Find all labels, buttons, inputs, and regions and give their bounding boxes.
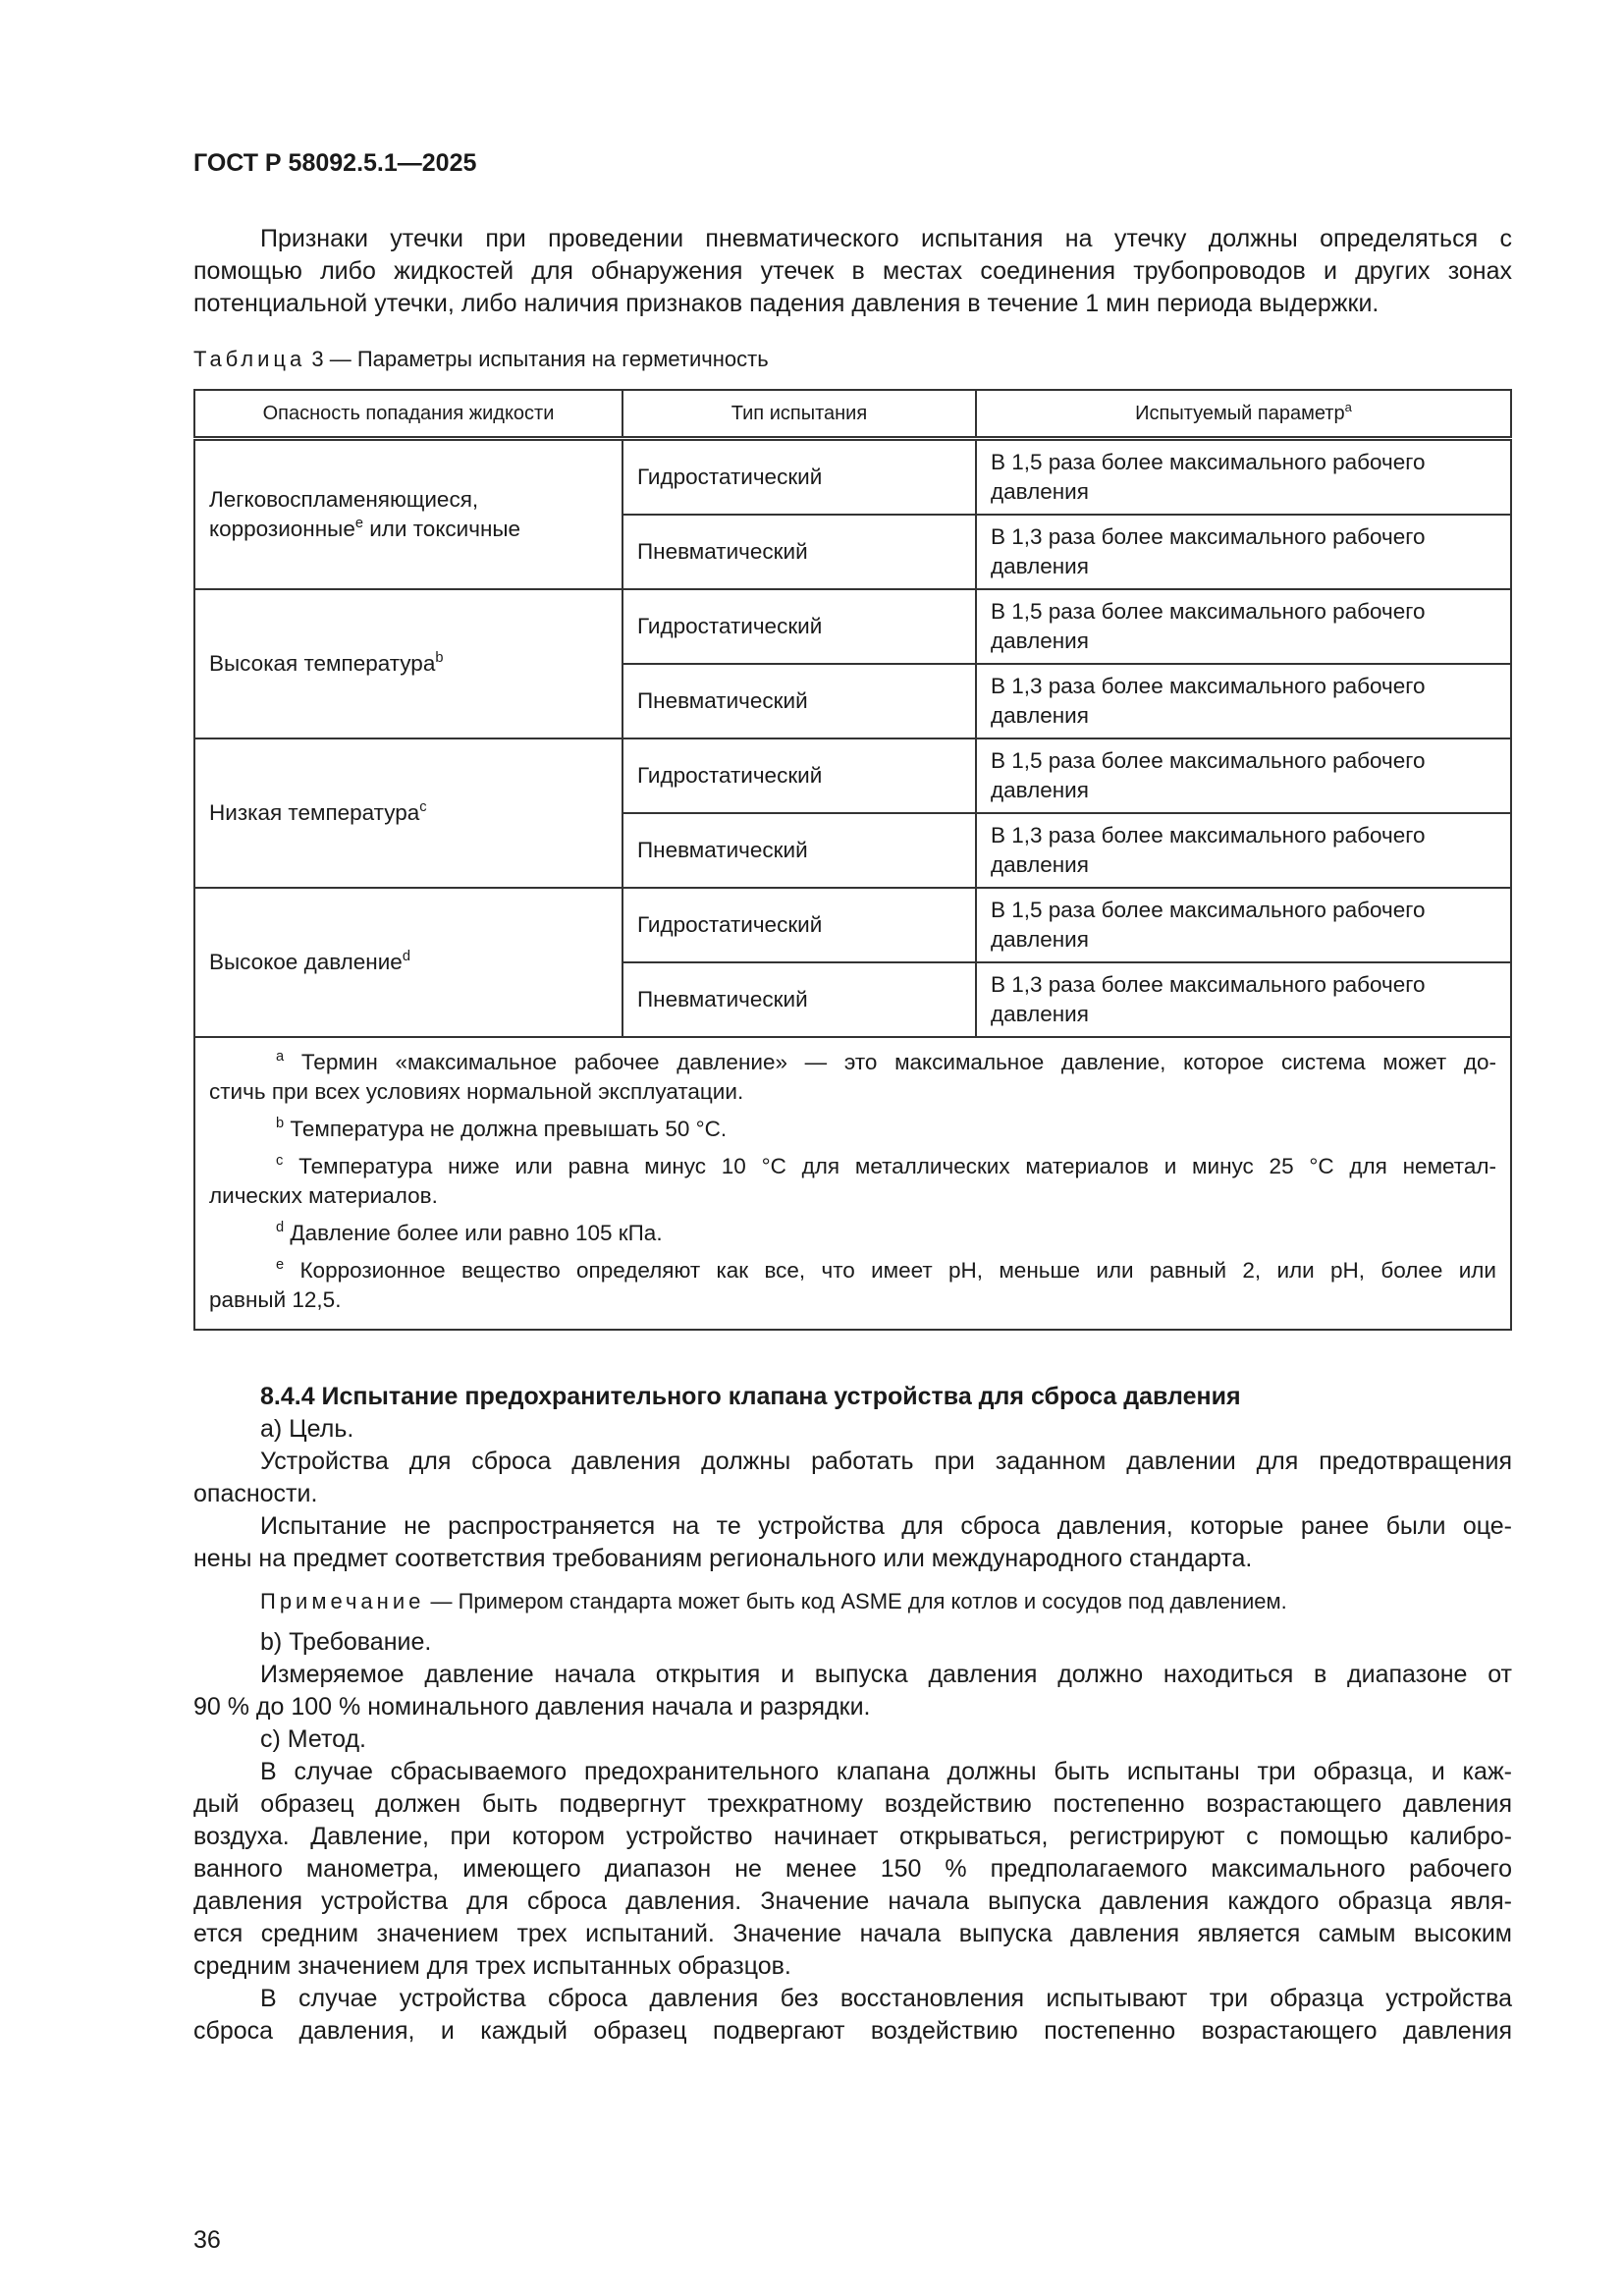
paragraph-line: Испытание не распространяется на те устройства для сброса давления, которые ранее были оце-	[260, 1512, 1512, 1540]
paragraph-line: Измеряемое давление начала открытия и выпуска давления должно находиться в диапазоне от	[260, 1661, 1512, 1688]
paragraph-line: В случае устройства сброса давления без восстановления испытывают три образца устройства	[260, 1985, 1512, 2012]
test-type-cell: Пневматический	[622, 664, 976, 738]
header-hazard: Опасность попадания жидкости	[194, 390, 622, 439]
subitem-label: а) Цель.	[260, 1415, 354, 1443]
table-footnotes	[194, 1037, 1511, 1330]
intro-line: помощью либо жидкостей для обнаружения утечек в местах соединения трубопроводов и других зонах	[193, 257, 1512, 285]
parameter-cell: В 1,3 раза более максимального рабочего давления	[976, 664, 1511, 738]
subitem-label: b) Требование.	[260, 1628, 432, 1656]
intro-paragraph	[193, 223, 1512, 320]
table-row	[194, 589, 1511, 664]
test-type-cell: Пневматический	[622, 962, 976, 1037]
table-row	[194, 738, 1511, 813]
parameter-cell: В 1,5 раза более максимального рабочего давления	[976, 439, 1511, 516]
table-caption-label: Таблица	[193, 347, 306, 371]
section-heading: 8.4.4 Испытание предохранительного клапана устройства для сброса давления	[260, 1383, 1241, 1410]
footnote-a: $^a$ Термин «максимальное рабочее давление» — это максимальное давление, которое система может до- стичь при всех условиях нормальной эксплуатации.	[209, 1049, 1496, 1104]
table-row	[194, 439, 1511, 516]
footnote-ref: e	[354, 516, 363, 532]
footnote-ref: c	[419, 799, 427, 816]
test-type-cell: Гидростатический	[622, 738, 976, 813]
paragraph-line: сброса давления, и каждый образец подвергают воздействию постепенно возрастающего давления	[193, 2017, 1512, 2045]
intro-line: потенциальной утечки, либо наличия признаков падения давления в течение 1 мин периода выдержки.	[193, 290, 1380, 317]
footnote-d: $^d$ Давление более или равно 105 кПа.	[276, 1220, 663, 1245]
parameter-cell: В 1,5 раза более максимального рабочего давления	[976, 738, 1511, 813]
test-type-cell: Гидростатический	[622, 439, 976, 516]
parameter-cell: В 1,5 раза более максимального рабочего давления	[976, 888, 1511, 962]
footnote-b: $^b$ Температура не должна превышать 50 °C.	[276, 1116, 728, 1141]
parameter-cell: В 1,3 раза более максимального рабочего давления	[976, 813, 1511, 888]
footnote-c: $^c$ Температура ниже или равна минус 10 °C для металлических материалов и минус 25 °C для неметал- лических материалов.	[209, 1153, 1496, 1208]
hazard-cell: Легковоспламеняющиеся, коррозионные$^e$ или токсичные	[194, 439, 622, 590]
table-footnotes-row	[194, 1037, 1511, 1330]
paragraph-line: давления устройства для сброса давления. Значение начала выпуска давления каждого образца явля-	[193, 1887, 1512, 1915]
paragraph-line: средним значением для трех испытанных образцов.	[193, 1952, 791, 1980]
paragraph-line: ванного манометра, имеющего диапазон не менее 150 % предполагаемого максимального рабочего	[193, 1855, 1512, 1883]
hazard-cell: Низкая температура$^c$	[194, 738, 622, 888]
subitem-label: с) Метод.	[260, 1725, 367, 1753]
test-type-cell: Гидростатический	[622, 888, 976, 962]
test-type-cell: Пневматический	[622, 515, 976, 589]
footnote-ref: a	[1344, 399, 1352, 414]
table-caption	[193, 347, 769, 372]
header-test-parameter: Испытуемый параметр$^a$	[976, 390, 1511, 439]
test-type-cell: Пневматический	[622, 813, 976, 888]
footnote-e: $^e$ Коррозионное вещество определяют как все, что имеет pH, меньше или равный 2, или pH, более или равный 12,5.	[209, 1257, 1496, 1312]
table-caption-text: 3 — Параметры испытания на герметичность	[311, 347, 769, 371]
paragraph-line: В случае сбрасываемого предохранительного клапана должны быть испытаны три образца, и каж-	[260, 1758, 1512, 1785]
paragraph-line: Устройства для сброса давления должны работать при заданном давлении для предотвращения	[260, 1448, 1512, 1475]
paragraph-line: нены на предмет соответствия требованиям регионального или международного стандарта.	[193, 1545, 1253, 1572]
hazard-cell: Высокое давление$^d$	[194, 888, 622, 1037]
footnote-ref: d	[402, 949, 410, 965]
parameter-cell: В 1,3 раза более максимального рабочего давления	[976, 962, 1511, 1037]
intro-line: Признаки утечки при проведении пневматического испытания на утечку должны определяться с	[260, 225, 1512, 252]
table-header-row	[194, 390, 1511, 439]
parameter-cell: В 1,5 раза более максимального рабочего давления	[976, 589, 1511, 664]
paragraph-line: ется средним значением трех испытаний. Значение начала выпуска давления является самым высоким	[193, 1920, 1512, 1947]
header-test-type: Тип испытания	[622, 390, 976, 439]
parameter-cell: В 1,3 раза более максимального рабочего давления	[976, 515, 1511, 589]
footnote-ref: b	[435, 650, 444, 667]
leak-test-parameters-table	[193, 389, 1512, 1331]
document-header: ГОСТ Р 58092.5.1—2025	[193, 149, 477, 177]
table-row	[194, 888, 1511, 962]
paragraph-line: 90 % до 100 % номинального давления начала и разрядки.	[193, 1693, 871, 1721]
paragraph-line: дый образец должен быть подвергнут трехкратному воздействию постепенно возрастающего давления	[193, 1790, 1512, 1818]
note: Примечание — Примером стандарта может быть код ASME для котлов и сосудов под давлением.	[260, 1589, 1287, 1613]
test-type-cell: Гидростатический	[622, 589, 976, 664]
paragraph-line: воздуха. Давление, при котором устройство начинает открываться, регистрируют с помощью калибро-	[193, 1823, 1512, 1850]
page-number: 36	[193, 2226, 221, 2254]
section-body	[193, 1381, 1512, 2048]
hazard-cell: Высокая температура$^b$	[194, 589, 622, 738]
paragraph-line: опасности.	[193, 1480, 318, 1507]
